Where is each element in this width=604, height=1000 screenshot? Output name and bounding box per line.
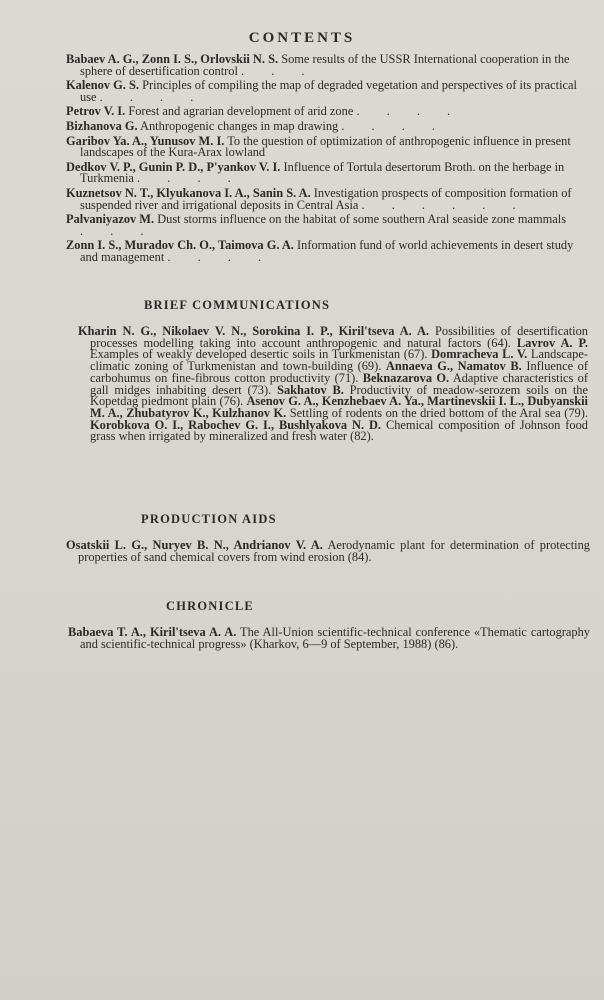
- toc-entry: [66, 80, 586, 103]
- entry-title: Anthropogenic changes in map drawing: [140, 118, 339, 133]
- brief-communications-text: [78, 326, 588, 443]
- contents-list: [66, 54, 586, 267]
- page-title: CONTENTS: [248, 30, 356, 46]
- item-authors: Beknazarova O.: [362, 370, 450, 385]
- item-title: Possibilities of desertification processes modelling taking into account anthropogenic and natural factors (64).: [90, 324, 588, 350]
- entry-title: Influence of Tortula desertorum Broth. on the herbage in Turkmenia: [80, 159, 565, 186]
- toc-entry: [66, 240, 586, 263]
- entry-authors: Bizhanova G.: [66, 118, 138, 133]
- leader-dots: . . . .: [356, 104, 463, 119]
- toc-entry: [66, 185, 586, 212]
- toc-entry: [66, 133, 586, 160]
- item-title: Adaptive characteristics of gall midges inhabiting desert (73).: [90, 370, 589, 397]
- item-authors: Annaeva G., Namatov B.: [385, 359, 522, 374]
- section-heading-chronicle: CHRONICLE: [166, 599, 254, 613]
- item-authors: Kharin N. G., Nikolaev V. N., Sorokina I. P., Kiril'tseva A. A.: [78, 324, 430, 338]
- entry-authors: Zonn I. S., Muradov Ch. O., Taimova G. A.: [66, 238, 294, 253]
- leader-dots: . . . .: [167, 249, 274, 264]
- entry-authors: Babaev A. G., Zonn I. S., Orlovskii N. S.: [66, 52, 279, 66]
- toc-entry: [66, 159, 586, 186]
- leader-dots: . . .: [80, 223, 156, 238]
- leader-dots: . . . .: [99, 89, 206, 104]
- entry-title: To the question of optimization of anthropogenic influence in present landscapes of the Kura-Arax lowland: [80, 133, 571, 160]
- leader-dots: . . .: [241, 63, 317, 78]
- item-title: Aerodynamic plant for determination of protecting properties of sand chemical covers from wind erosion (84).: [78, 538, 590, 564]
- section-heading-production: PRODUCTION AIDS: [141, 512, 277, 526]
- item-title: Influence of carbohumus on fine-fibrous cotton productivity (71).: [90, 359, 588, 385]
- entry-authors: Dedkov V. P., Gunin P. D., P'yankov V. I.: [66, 159, 281, 174]
- entry-authors: Kuznetsov N. T., Klyukanova I. A., Sanin S. A.: [66, 185, 311, 200]
- toc-entry: [66, 118, 586, 133]
- leader-dots: . . . .: [137, 171, 243, 186]
- section-heading-brief: BRIEF COMMUNICATIONS: [144, 298, 331, 312]
- item-title: Landscape-climatic zoning of Turkmenistan and town-building (69).: [90, 347, 588, 374]
- leader-dots: . . . . . .: [361, 197, 528, 212]
- entry-title: Information fund of world achievements in desert study and management: [80, 238, 574, 264]
- entry-authors: Palvaniyazov M.: [66, 212, 155, 227]
- item-authors: Domracheva L. V.: [431, 347, 528, 362]
- item-title: Examples of weakly developed desertic soils in Turkmenistan (67).: [90, 347, 428, 362]
- entry-title: Forest and agrarian development of arid zone: [128, 104, 354, 119]
- item-title: Settling of rodents on the dried bottom of the Aral sea (79).: [289, 405, 588, 420]
- entry-authors: Kalenov G. S.: [66, 78, 139, 93]
- entry-title: Investigation prospects of composition formation of suspended river and irrigational deposits in Central Asia: [80, 185, 572, 212]
- entry-title: Dust storms influence on the habitat of some southern Aral seaside zone mammals: [157, 212, 567, 227]
- item-authors: Babaeva T. A., Kiril'tseva A. A.: [68, 625, 237, 639]
- item-authors: Osatskii L. G., Nuryev B. N., Andrianov V. A.: [66, 538, 323, 552]
- entry-authors: Garibov Ya. A., Yunusov M. I.: [66, 133, 225, 148]
- item-authors: Korobkova O. I., Rabochev G. I., Bushlyakova N. D.: [90, 417, 382, 432]
- production-aids-text: [66, 540, 590, 563]
- item-authors: Lavrov A. P.: [516, 335, 589, 350]
- chronicle-text: [68, 627, 590, 650]
- item-authors: Asenov G. A., Kenzhebaev A. Ya., Martinevskii I. L., Dubyanskii M. A., Zhubatyrov K., Kulzhanov K.: [90, 394, 588, 420]
- toc-entry: [66, 106, 586, 118]
- item-authors: Sakhatov B.: [277, 382, 344, 397]
- toc-entry: [66, 214, 586, 237]
- item-title: Chemical composition of Johnson food grass when irrigated by mineralized and fresh water (82).: [90, 417, 589, 444]
- item-title: The All-Union scientific-technical conference «Thematic cartography and scientific-technical progress» (Kharkov, 6—9 of September, 1988) (86).: [80, 625, 591, 651]
- toc-entry: [66, 54, 586, 77]
- item-title: Productivity of meadow-serozem soils on the Kopetdag piedmont plain (76).: [90, 382, 588, 409]
- entry-title: Some results of the USSR International cooperation in the sphere of desertification control: [80, 52, 570, 78]
- leader-dots: . . . .: [341, 118, 448, 133]
- entry-authors: Petrov V. I.: [66, 104, 126, 119]
- entry-title: Principles of compiling the map of degraded vegetation and perspectives of its practical use: [80, 78, 578, 104]
